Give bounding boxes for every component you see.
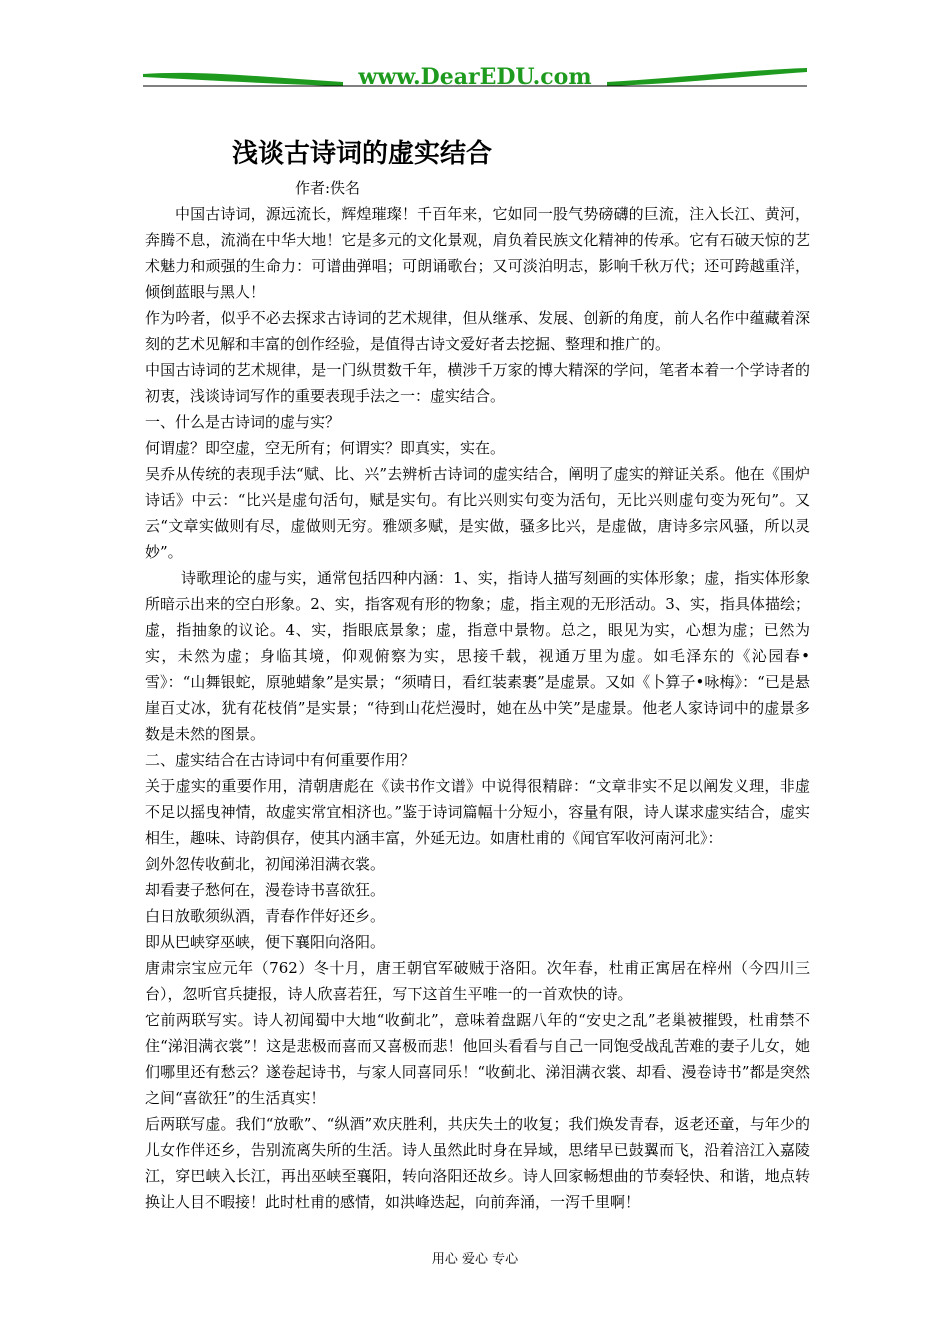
page-footer: 用心 爱心 专心: [431, 1252, 519, 1267]
site-header-banner: [143, 60, 807, 96]
section-heading: 二、虚实结合在古诗词中有何重要作用？: [145, 751, 416, 769]
poem-line: 白日放歌须纵酒，青春作伴好还乡。: [145, 907, 386, 925]
paragraph: 何谓虚？即空虚，空无所有；何谓实？即真实，实在。: [145, 439, 506, 457]
paragraph: 中国古诗词，源远流长，辉煌璀璨！千百年来，它如同一股气势磅礴的巨流，注入长江、黄河，奔腾不息，流淌在中华大地！它是多元的文化景观，肩负着民族文化精神的传承。它有石破天惊的艺术魅力和顽强的生命力：可谱曲弹唱；可朗诵歌台；又可淡泊明志，影响千秋万代；还可跨越重洋，倾倒蓝眼与黑人！: [145, 205, 810, 301]
paragraph: 关于虚实的重要作用，清朝唐彪在《读书作文谱》中说得很精辟：“文章非实不足以阐发义理，非虚不足以摇曳神情，故虚实常宜相济也。”鉴于诗词篇幅十分短小，容量有限，诗人谋求虚实结合，虚实相生，趣味、诗韵俱存，使其内涵丰富，外延无边。如唐杜甫的《闻官军收河南河北》：: [145, 777, 810, 847]
poem-line: 即从巴峡穿巫峡，便下襄阳向洛阳。: [145, 933, 386, 951]
paragraph: 它前两联写实。诗人初闻蜀中大地“收蓟北”，意味着盘踞八年的“安史之乱”老巢被摧毁，杜甫禁不住“涕泪满衣裳”！这是悲极而喜而又喜极而悲！他回头看看与自己一同饱受战乱苦难的妻子儿女，她们哪里还有愁云？遂卷起诗书，与家人同喜同乐！“收蓟北、涕泪满衣裳、却看、漫卷诗书”都是突然之间“喜欲狂”的生活真实！: [145, 1011, 810, 1107]
site-name-logo: www.DearEDU.com: [358, 64, 592, 90]
article-body: [145, 201, 810, 1215]
paragraph: 后两联写虚。我们“放歌”、“纵酒”欢庆胜利，共庆失土的收复；我们焕发青春，返老还童，与年少的儿女作伴还乡，告别流离失所的生活。诗人虽然此时身在异域，思绪早已鼓翼而飞，沿着涪江入嘉陵江，穿巴峡入长江，再出巫峡至襄阳，转向洛阳还故乡。诗人回家畅想曲的节奏轻快、和谐，地点转换让人目不暇接！此时杜甫的感情，如洪峰迭起，向前奔涌，一泻千里啊！: [145, 1115, 810, 1211]
poem-line: 却看妻子愁何在，漫卷诗书喜欲狂。: [145, 881, 386, 899]
article-title: 浅谈古诗词的虚实结合: [232, 139, 493, 169]
paragraph: 作为吟者，似乎不必去探求古诗词的艺术规律，但从继承、发展、创新的角度，前人名作中蕴藏着深刻的艺术见解和丰富的创作经验，是值得古诗文爱好者去挖掘、整理和推广的。: [145, 309, 810, 353]
paragraph: 吴乔从传统的表现手法“赋、比、兴”去辨析古诗词的虚实结合，阐明了虚实的辩证关系。他在《围炉诗话》中云：“比兴是虚句活句，赋是实句。有比兴则实句变为活句，无比兴则虚句变为死句”。又云“文章实做则有尽，虚做则无穷。雅颂多赋，是实做，骚多比兴，是虚做，唐诗多宗风骚，所以灵妙”。: [145, 465, 810, 561]
section-heading: 一、什么是古诗词的虚与实？: [145, 413, 341, 431]
paragraph: 中国古诗词的艺术规律，是一门纵贯数千年，横涉千万家的博大精深的学问，笔者本着一个学诗者的初衷，浅谈诗词写作的重要表现手法之一：虚实结合。: [145, 361, 810, 405]
paragraph: 诗歌理论的虚与实，通常包括四种内涵：1、实，指诗人描写刻画的实体形象；虚，指实体形象所暗示出来的空白形象。2、实，指客观有形的物象；虚，指主观的无形活动。3、实，指具体描绘；虚，指抽象的议论。4、实，指眼底景象；虚，指意中景物。总之，眼见为实，心想为虚；已然为实，未然为虚；身临其境，仰观俯察为实，思接千载，视通万里为虚。如毛泽东的《沁园春•雪》：“山舞银蛇，原驰蜡象”是实景；“须晴日，看红装素裹”是虚景。又如《卜算子•咏梅》：“已是悬崖百丈冰，犹有花枝俏”是实景；“待到山花烂漫时，她在丛中笑”是虚景。他老人家诗词中的虚景多数是未然的图景。: [145, 569, 810, 743]
article-author: 作者:佚名: [295, 179, 361, 197]
paragraph: 唐肃宗宝应元年（762）冬十月，唐王朝官军破贼于洛阳。次年春，杜甫正寓居在梓州（今四川三台），忽听官兵捷报，诗人欣喜若狂，写下这首生平唯一的一首欢快的诗。: [145, 959, 810, 1003]
poem-line: 剑外忽传收蓟北，初闻涕泪满衣裳。: [145, 855, 386, 873]
